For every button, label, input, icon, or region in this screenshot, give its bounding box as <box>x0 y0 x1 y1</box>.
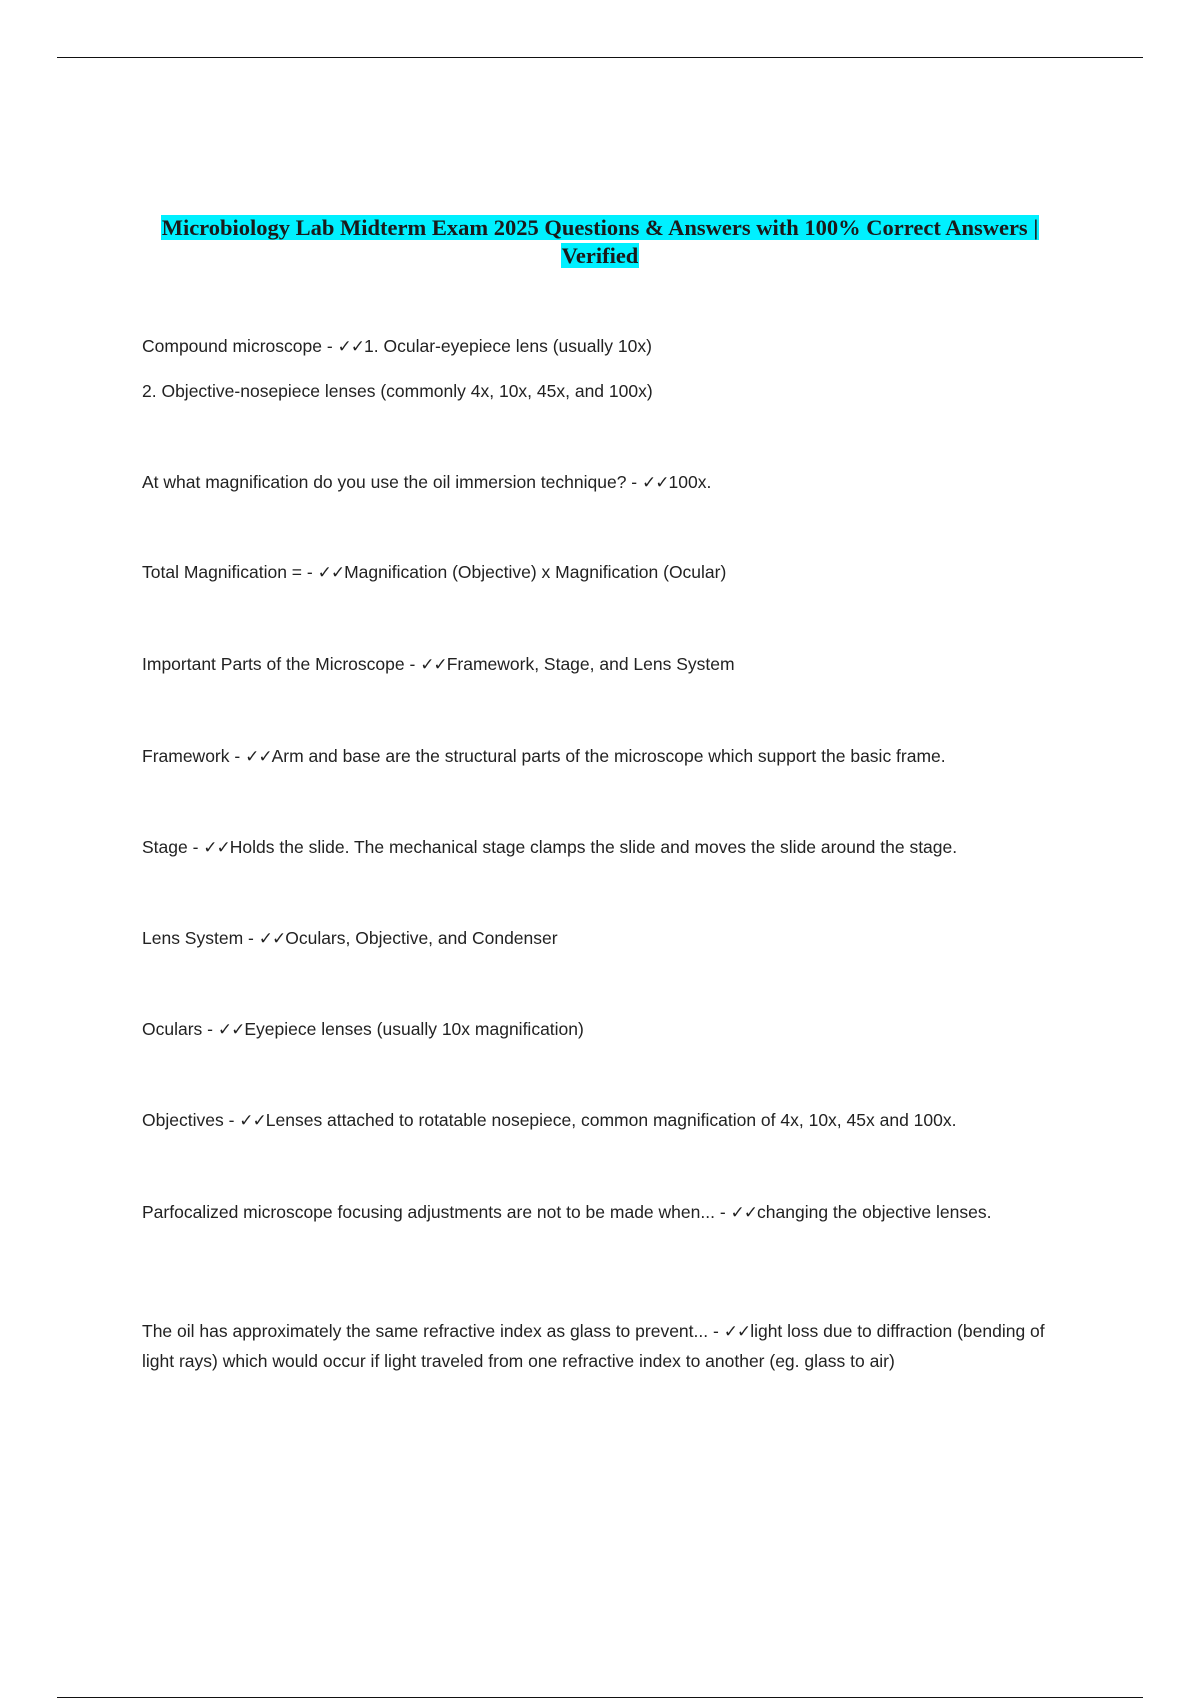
separator: - <box>626 472 642 492</box>
question-text: Stage <box>142 837 188 857</box>
question-text: Oculars <box>142 1019 203 1039</box>
answer-text: changing the objective lenses. <box>757 1202 992 1222</box>
double-check-icon: ✓✓ <box>203 838 230 858</box>
answer-text: Magnification (Objective) x Magnification (Ocular) <box>344 562 727 582</box>
double-check-icon: ✓✓ <box>217 1020 245 1040</box>
qa-item-4 <box>142 650 735 680</box>
answer-text: Holds the slide. The mechanical stage clamps the slide and moves the slide around the stage. <box>229 837 958 857</box>
double-check-icon: ✓✓ <box>420 655 447 675</box>
question-text: Framework <box>142 746 230 766</box>
qa-item-9 <box>142 1106 956 1136</box>
question-text: Parfocalized microscope focusing adjustments are not to be made when... <box>142 1202 715 1222</box>
answer-text: light loss due to diffraction (bending of light rays) which would occur if light traveled from one refractive index to another (eg. glass to air) <box>142 1321 1045 1371</box>
double-check-icon: ✓✓ <box>258 929 286 949</box>
separator: - <box>708 1321 724 1341</box>
answer-text: 100x. <box>668 472 712 492</box>
double-check-icon: ✓✓ <box>245 747 272 767</box>
question-text: Objectives <box>142 1110 224 1130</box>
question-text: At what magnification do you use the oil immersion technique? <box>142 472 627 492</box>
separator: - <box>187 837 204 857</box>
question-text: Important Parts of the Microscope <box>142 654 405 674</box>
qa-item-2 <box>142 468 711 498</box>
separator: - <box>302 562 318 582</box>
answer-text: Lenses attached to rotatable nosepiece, common magnification of 4x, 10x, 45x and 100x. <box>265 1110 957 1130</box>
answer-continuation: 2. Objective-nosepiece lenses (commonly 4x, 10x, 45x, and 100x) <box>142 381 653 401</box>
question-text: Compound microscope <box>142 336 322 356</box>
double-check-icon: ✓✓ <box>317 563 345 583</box>
title-line-2: Verified <box>561 243 639 268</box>
answer-text: Framework, Stage, and Lens System <box>446 654 735 674</box>
double-check-icon: ✓✓ <box>730 1203 758 1223</box>
question-text: The oil has approximately the same refractive index as glass to prevent... <box>142 1321 709 1341</box>
qa-item-1 <box>142 332 653 406</box>
separator: - <box>714 1202 731 1222</box>
separator: - <box>202 1019 218 1039</box>
double-check-icon: ✓✓ <box>642 473 669 493</box>
double-check-icon: ✓✓ <box>723 1322 751 1342</box>
top-rule <box>57 57 1143 58</box>
qa-item-3 <box>142 558 726 588</box>
qa-item-10 <box>142 1198 991 1228</box>
title-line-1: Microbiology Lab Midterm Exam 2025 Questions & Answers with 100% Correct Answers | <box>161 215 1039 240</box>
double-check-icon: ✓✓ <box>239 1111 266 1131</box>
document-title <box>140 214 1060 270</box>
answer-text: Oculars, Objective, and Condenser <box>285 928 558 948</box>
answer-text: 1. Ocular-eyepiece lens (usually 10x) <box>364 336 652 356</box>
question-text: Lens System <box>142 928 244 948</box>
qa-item-6 <box>142 833 957 863</box>
qa-item-7 <box>142 924 558 954</box>
separator: - <box>243 928 259 948</box>
qa-item-8 <box>142 1015 584 1045</box>
answer-text: Arm and base are the structural parts of the microscope which support the basic frame. <box>271 746 946 766</box>
bottom-rule <box>57 1697 1143 1698</box>
qa-item-5 <box>142 742 946 772</box>
qa-item-11 <box>142 1317 1072 1376</box>
separator: - <box>321 336 338 356</box>
answer-text: Eyepiece lenses (usually 10x magnification) <box>244 1019 584 1039</box>
separator: - <box>229 746 246 766</box>
separator: - <box>404 654 421 674</box>
double-check-icon: ✓✓ <box>337 337 365 357</box>
question-text: Total Magnification = <box>142 562 303 582</box>
separator: - <box>223 1110 240 1130</box>
